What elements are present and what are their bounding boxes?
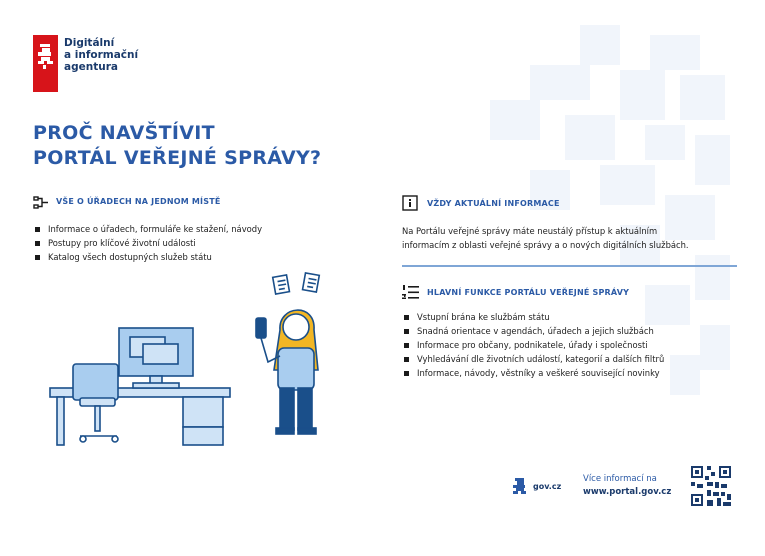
list-item: Informace o úřadech, formuláře ke stažení, návody (33, 222, 262, 236)
section-title-offices: VŠE O ÚŘADECH NA JEDNOM MÍSTĚ (56, 197, 221, 206)
gov-lion-icon (510, 476, 530, 496)
page-title-line: PROČ NAVŠTÍVIT (33, 122, 215, 144)
more-info-label: Více informací na (583, 474, 657, 484)
list-item: Snadná orientace v agendách, úřadech a jejich službách (402, 324, 664, 338)
org-chart-icon (33, 196, 49, 209)
logo-line: agentura (64, 61, 118, 73)
list-item: Informace, návody, věstníky a veškeré související novinky (402, 366, 664, 380)
list-item: Vstupní brána ke službám státu (402, 310, 664, 324)
agency-logo-flag (33, 35, 58, 92)
numbered-list-icon (402, 285, 420, 300)
info-icon (402, 195, 418, 211)
page-title-line: PORTÁL VEŘEJNÉ SPRÁVY? (33, 147, 322, 169)
list-item: Informace pro občany, podnikatele, úřady i společnosti (402, 338, 664, 352)
list-item: Katalog všech dostupných služeb státu (33, 250, 262, 264)
logo-line: Digitální (64, 37, 115, 49)
list-item: Vyhledávání dle životních událostí, kategorií a dalších filtrů (402, 352, 664, 366)
paragraph-line: informacím z oblasti veřejné správy a o nových digitálních službách. (402, 240, 689, 250)
logo-line: a informační (64, 49, 139, 61)
section-title-functions: HLAVNÍ FUNKCE PORTÁLU VEŘEJNÉ SPRÁVY (427, 288, 630, 297)
lion-emblem-icon (33, 35, 58, 92)
current-info-text (402, 224, 689, 252)
gov-logo-text: gov.cz (533, 482, 562, 491)
agency-logo-text (64, 37, 138, 73)
functions-list (402, 310, 664, 380)
offices-list (33, 222, 262, 264)
section-title-current: VŽDY AKTUÁLNÍ INFORMACE (427, 199, 560, 208)
woman-with-phone-illustration (240, 270, 340, 450)
paragraph-line: Na Portálu veřejné správy máte neustálý přístup k aktuálním (402, 226, 658, 236)
qr-code-icon[interactable] (691, 466, 731, 506)
portal-url-link[interactable]: www.portal.gov.cz (583, 487, 672, 497)
section-divider (402, 265, 737, 267)
page-title (33, 121, 321, 171)
list-item: Postupy pro klíčové životní události (33, 236, 262, 250)
desk-computer-illustration (45, 320, 235, 450)
more-info-block (583, 473, 671, 499)
